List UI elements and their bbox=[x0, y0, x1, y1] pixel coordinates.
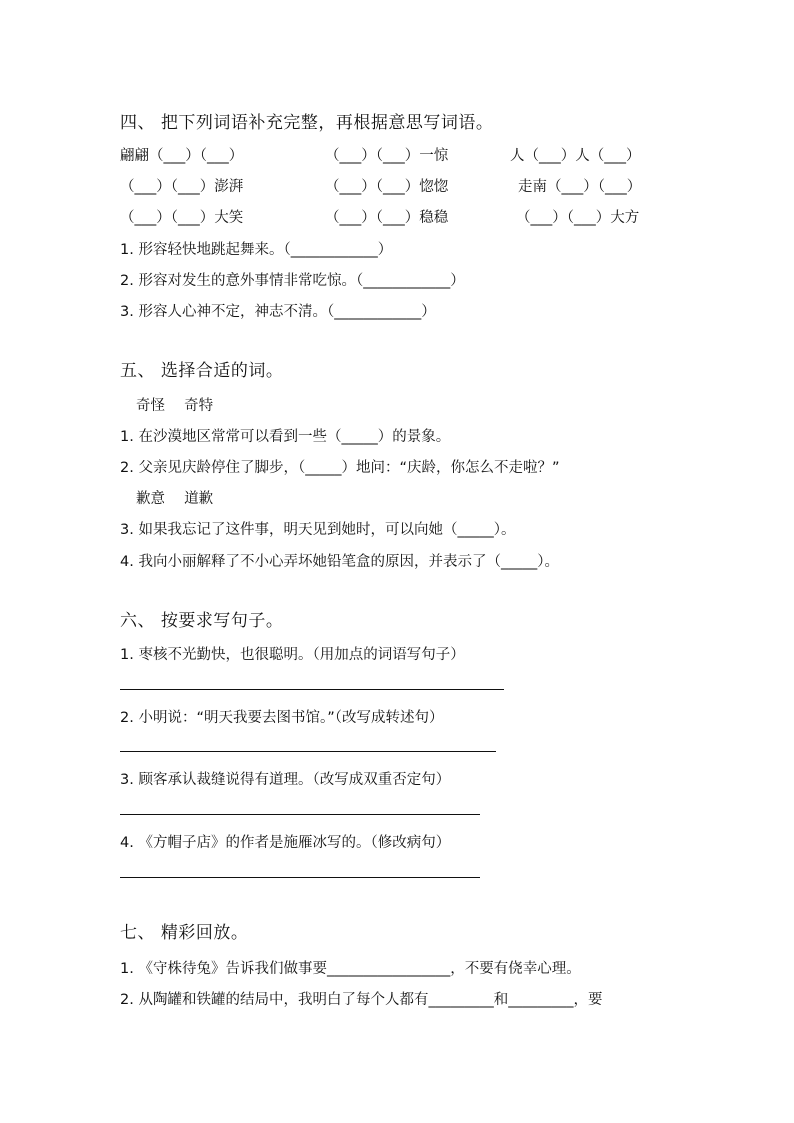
choice-item-4: 4. 我向小丽解释了不小心弄坏她铅笔盒的原因，并表示了（_____）。 bbox=[120, 554, 559, 570]
meaning-item-2: 2. 形容对发生的意外事情非常吃惊。（____________） bbox=[120, 273, 465, 289]
answer-line-4 bbox=[120, 877, 480, 878]
word-fill-r3c1: （___）（___）大笑 bbox=[120, 210, 244, 226]
review-item-1: 1. 《守株待兔》告诉我们做事要_________________，不要有侥幸心理。 bbox=[120, 961, 581, 977]
word-fill-r3c3: （___）（___）大方 bbox=[516, 210, 640, 226]
answer-line-3 bbox=[120, 814, 480, 815]
meaning-item-3: 3. 形容人心神不定，神志不清。（____________） bbox=[120, 304, 436, 320]
sentence-task-3: 3. 顾客承认裁缝说得有道理。（改写成双重否定句） bbox=[120, 772, 451, 788]
review-item-2: 2. 从陶罐和铁罐的结局中，我明白了每个人都有_________和_________，要 bbox=[120, 992, 603, 1008]
section-5-title: 五、 选择合适的词。 bbox=[120, 361, 284, 381]
sentence-task-1: 1. 枣核不光勤快，也很聪明。（用加点的词语写句子） bbox=[120, 647, 465, 663]
sentence-task-2: 2. 小明说：“明天我要去图书馆。”（改写成转述句） bbox=[120, 710, 444, 726]
section-4-title: 四、 把下列词语补充完整，再根据意思写词语。 bbox=[120, 113, 494, 133]
word-fill-r2c1: （___）（___）澎湃 bbox=[120, 179, 244, 195]
answer-line-2 bbox=[120, 751, 496, 752]
choice-item-2: 2. 父亲见庆龄停住了脚步，（_____）地问：“庆龄，你怎么不走啦？” bbox=[120, 460, 560, 476]
answer-line-1 bbox=[120, 689, 504, 690]
word-fill-r1c2: （___）（___）一惊 bbox=[325, 148, 449, 164]
word-fill-r1c1: 翩翩（___）（___） bbox=[120, 148, 244, 164]
word-fill-r2c2: （___）（___）惚惚 bbox=[325, 179, 449, 195]
word-choice-group-2: 歉意 道歉 bbox=[136, 491, 214, 507]
meaning-item-1: 1. 形容轻快地跳起舞来。（____________） bbox=[120, 242, 393, 258]
choice-item-1: 1. 在沙漠地区常常可以看到一些（_____）的景象。 bbox=[120, 429, 451, 445]
word-fill-r1c3: 人（___）人（___） bbox=[510, 148, 641, 164]
word-choice-group-1: 奇怪 奇特 bbox=[136, 398, 214, 414]
word-fill-r3c2: （___）（___）稳稳 bbox=[325, 210, 449, 226]
word-fill-r2c3: 走南（___）（___） bbox=[518, 179, 642, 195]
section-6-title: 六、 按要求写句子。 bbox=[120, 611, 284, 631]
sentence-task-4: 4. 《方帽子店》的作者是施雁冰写的。（修改病句） bbox=[120, 835, 451, 851]
choice-item-3: 3. 如果我忘记了这件事，明天见到她时，可以向她（_____）。 bbox=[120, 522, 516, 538]
section-7-title: 七、 精彩回放。 bbox=[120, 923, 249, 943]
